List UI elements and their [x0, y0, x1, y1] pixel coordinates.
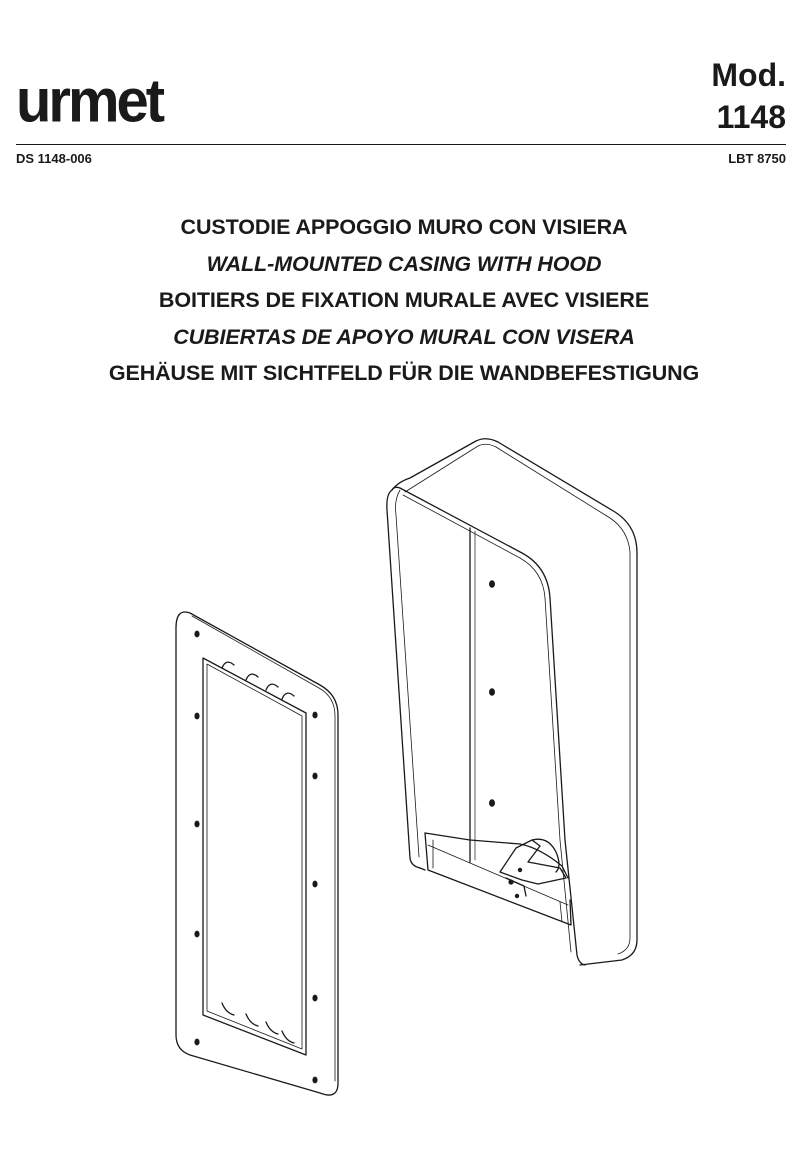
- title-block: [0, 209, 808, 392]
- title-italian: CUSTODIE APPOGGIO MURO CON VISIERA: [180, 215, 628, 239]
- title-english: WALL-MOUNTED CASING WITH HOOD: [206, 251, 602, 276]
- title-german: GEHÄUSE MIT SICHTFELD FÜR DIE WANDBEFESTIGUNG: [108, 361, 700, 386]
- model-number: 1148: [716, 99, 786, 135]
- casing-with-hood: [387, 439, 637, 965]
- svg-text:urmet: urmet: [16, 66, 163, 126]
- product-illustration: [160, 430, 650, 1105]
- title-french: BOITIERS DE FIXATION MURALE AVEC VISIERE: [158, 288, 650, 313]
- title-spanish: CUBIERTAS DE APOYO MURAL CON VISERA: [173, 324, 635, 349]
- lbt-code: LBT 8750: [728, 151, 786, 166]
- document-code: DS 1148-006: [16, 151, 92, 166]
- header-divider: [16, 144, 786, 145]
- model-label: Mod.: [711, 57, 786, 93]
- urmet-logo: [16, 66, 166, 126]
- mounting-frame: [176, 612, 338, 1095]
